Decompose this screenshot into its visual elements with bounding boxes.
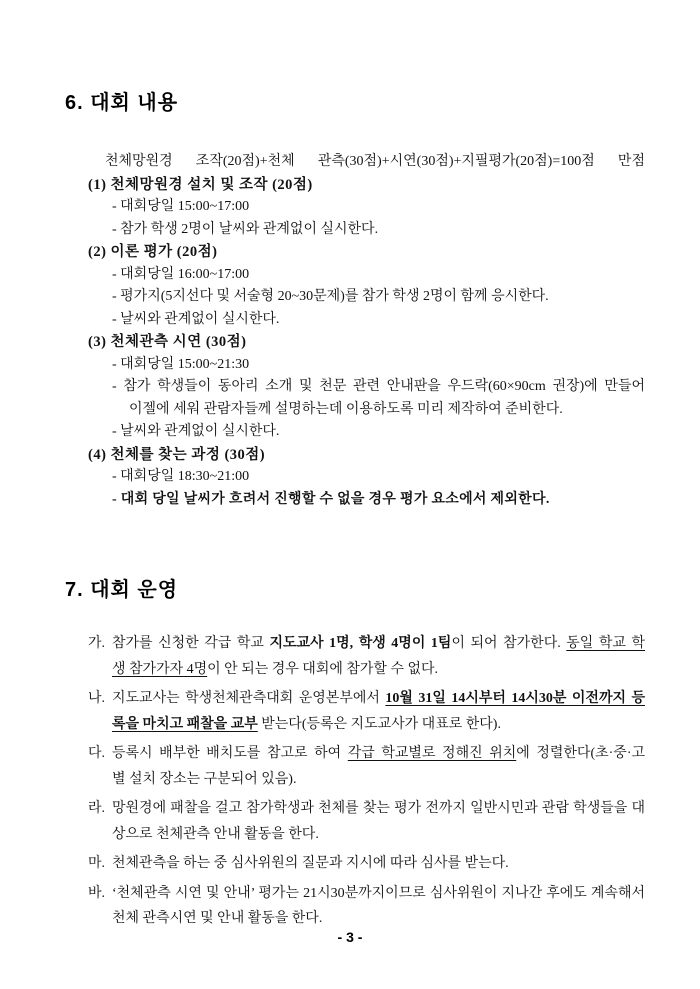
op-item-na xyxy=(88,686,645,737)
text-segment: 등록시 배부한 배치도를 참고로 하여 xyxy=(112,746,348,761)
text-segment: 참가를 신청한 각급 학교 xyxy=(112,636,270,651)
text-segment: 에 정렬한다(초·중·고 xyxy=(516,746,646,761)
text-segment-bold-underline: 10월 31일 14시부터 14시30분 이전까지 등 xyxy=(385,691,645,706)
text-segment: 이 되어 참가한다. xyxy=(451,636,567,651)
text-segment-bold: 지도교사 1명, 학생 4명이 1팀 xyxy=(269,636,452,651)
item-3-heading: (3) 천체관측 시연 (30점) xyxy=(88,334,247,350)
text-line xyxy=(112,631,645,657)
section-6 xyxy=(65,91,645,511)
section-7 xyxy=(65,578,645,932)
item-body xyxy=(112,796,645,847)
text-line: 천체 관측시연 및 안내 활동을 한다. xyxy=(112,911,323,926)
item-3-line: - 날씨와 관계없이 실시한다. xyxy=(112,424,280,439)
item-1-line: - 참가 학생 2명이 날씨와 관계없이 실시한다. xyxy=(112,221,379,237)
text-line: 상으로 천체관측 안내 활동을 한다. xyxy=(112,826,319,842)
op-item-ga xyxy=(88,631,645,682)
op-item-ra xyxy=(88,796,645,847)
section-7-title: 7. 대회 운영 xyxy=(65,579,179,601)
item-4-weather-exclusion-line: - 대회 당일 날씨가 흐려서 진행할 수 없을 경우 평가 요소에서 제외한다. xyxy=(112,491,550,507)
text-segment: 지도교사는 학생천체관측대회 운영본부에서 xyxy=(112,691,386,706)
text-line xyxy=(112,741,645,767)
page-number: - 3 - xyxy=(337,929,363,945)
item-1-line: - 대회당일 15:00~17:00 xyxy=(112,199,250,214)
text-line xyxy=(112,657,645,683)
item-3-line: - 대회당일 15:00~21:30 xyxy=(112,356,250,372)
item-body xyxy=(112,851,645,877)
score-formula-line: 천체망원경 조작(20점)+천체 관측(30점)+시연(30점)+지필평가(20점)=100점 만점 xyxy=(105,154,645,169)
text-line xyxy=(112,712,645,738)
item-2-line: - 날씨와 관계없이 실시한다. xyxy=(112,311,280,327)
item-3-line-continuation: 이젤에 세워 관람자들께 설명하는데 이용하도록 미리 제작하여 준비한다. xyxy=(129,401,563,417)
item-2-line: - 대회당일 16:00~17:00 xyxy=(112,266,250,282)
item-body xyxy=(112,881,645,932)
item-label: 바. xyxy=(88,885,106,901)
section-6-title: 6. 대회 내용 xyxy=(65,92,179,114)
text-segment-underline: 생 참가가자 4명 xyxy=(112,661,208,677)
item-2-line: - 평가지(5지선다 및 서술형 20~30문제)를 참가 학생 2명이 함께 응시한다. xyxy=(112,289,549,304)
section-6-body xyxy=(65,151,645,511)
item-3-line: - 참가 학생들이 동아리 소개 및 천문 관련 안내판을 우드락(60×90cm 권장)에 만들어 xyxy=(112,379,645,394)
op-item-ma xyxy=(88,851,645,877)
text-segment: 별 설치 장소는 구분되어 있음). xyxy=(112,771,297,787)
item-body xyxy=(112,741,645,792)
text-line: 천체관측을 하는 중 심사위원의 질문과 지시에 따라 심사를 받는다. xyxy=(112,856,509,871)
text-line: ‘천체관측 시연 및 안내’ 평가는 21시30분까지이므로 심사위원이 지나간 후에도 계속해서 xyxy=(112,885,645,901)
text-segment-bold-underline: 록을 마치고 패찰을 교부 xyxy=(112,716,258,732)
text-line xyxy=(112,767,645,793)
item-body xyxy=(112,631,645,682)
item-1-heading: (1) 천체망원경 설치 및 조작 (20점) xyxy=(88,176,313,193)
text-segment-underline: 각급 학교별로 정해진 위치 xyxy=(347,746,517,761)
item-4-line: - 대회당일 18:30~21:00 xyxy=(112,469,250,484)
text-line xyxy=(112,686,645,712)
section-7-items xyxy=(88,631,645,932)
item-label: 마. xyxy=(88,856,106,871)
item-label: 가. xyxy=(88,636,106,651)
text-line: 망원경에 패찰을 걸고 참가학생과 천체를 찾는 평가 전까지 일반시민과 관람 학생들을 대 xyxy=(112,801,645,816)
item-label: 라. xyxy=(88,801,106,816)
item-body xyxy=(112,686,645,737)
item-label: 다. xyxy=(88,746,106,761)
section-6-items xyxy=(88,174,645,512)
item-4-heading: (4) 천체를 찾는 과정 (30점) xyxy=(88,446,266,463)
text-segment-underline: 동일 학교 학 xyxy=(566,636,646,651)
text-segment: 받는다(등록은 지도교사가 대표로 한다). xyxy=(257,716,501,732)
item-2-heading: (2) 이론 평가 (20점) xyxy=(88,244,218,260)
op-item-ba xyxy=(88,881,645,932)
op-item-da xyxy=(88,741,645,792)
item-label: 나. xyxy=(88,691,106,706)
text-segment: 이 안 되는 경우 대회에 참가할 수 없다. xyxy=(207,661,439,677)
